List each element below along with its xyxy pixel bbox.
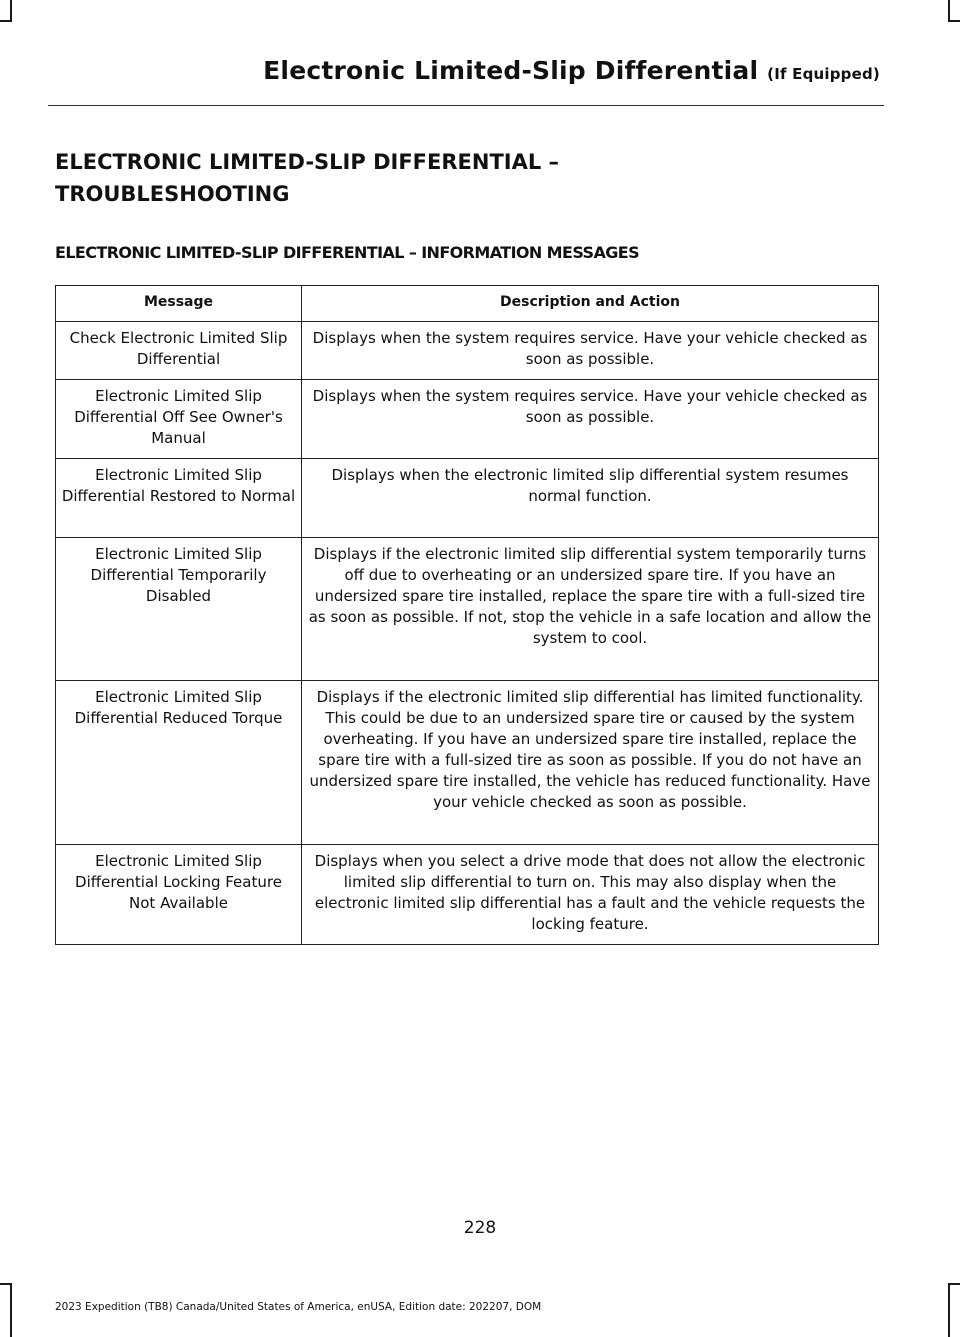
crop-mark (948, 1283, 950, 1337)
crop-mark (0, 20, 12, 22)
message-cell: Electronic Limited Slip Differential Locking Feature Not Available (56, 845, 302, 945)
crop-mark (10, 1283, 12, 1337)
table-row (56, 459, 879, 538)
column-header-message: Message (56, 286, 302, 322)
crop-mark (10, 0, 12, 22)
table-row (56, 322, 879, 380)
header-subtitle: (If Equipped) (767, 65, 880, 83)
subsection-title: ELECTRONIC LIMITED-SLIP DIFFERENTIAL – INFORMATION MESSAGES (55, 243, 640, 262)
message-cell: Electronic Limited Slip Differential Restored to Normal (56, 459, 302, 538)
description-cell: Displays when the system requires service. Have your vehicle checked as soon as possible. (302, 380, 879, 459)
messages-table (55, 285, 879, 945)
description-cell: Displays when the electronic limited slip differential system resumes normal function. (302, 459, 879, 538)
description-cell: Displays when you select a drive mode that does not allow the electronic limited slip differential to turn on. This may also display when the electronic limited slip differential has a fault and the vehicle requests the locking feature. (302, 845, 879, 945)
table-row (56, 538, 879, 681)
message-cell: Electronic Limited Slip Differential Reduced Torque (56, 681, 302, 845)
description-cell: Displays if the electronic limited slip differential system temporarily turns off due to overheating or an undersized spare tire. If you have an undersized spare tire installed, replace the spare tire with a full-sized tire as soon as possible. If not, stop the vehicle in a safe location and allow the system to cool. (302, 538, 879, 681)
crop-mark (0, 1283, 12, 1285)
page-header (0, 56, 880, 85)
message-cell: Check Electronic Limited Slip Differential (56, 322, 302, 380)
footer-edition-info: 2023 Expedition (TB8) Canada/United States of America, enUSA, Edition date: 202207, DOM (55, 1301, 542, 1313)
crop-mark (948, 1283, 960, 1285)
table-row (56, 845, 879, 945)
column-header-description: Description and Action (302, 286, 879, 322)
crop-mark (948, 0, 950, 22)
crop-mark (948, 20, 960, 22)
message-cell: Electronic Limited Slip Differential Temporarily Disabled (56, 538, 302, 681)
page-number: 228 (463, 1218, 497, 1238)
header-title: Electronic Limited-Slip Differential (263, 56, 759, 85)
table-header-row (56, 286, 879, 322)
header-divider (48, 105, 884, 106)
table-row (56, 380, 879, 459)
message-cell: Electronic Limited Slip Differential Off See Owner's Manual (56, 380, 302, 459)
table-row (56, 681, 879, 845)
description-cell: Displays when the system requires service. Have your vehicle checked as soon as possible. (302, 322, 879, 380)
section-title: ELECTRONIC LIMITED-SLIP DIFFERENTIAL – TROUBLESHOOTING (55, 150, 560, 206)
description-cell: Displays if the electronic limited slip differential has limited functionality. This could be due to an undersized spare tire or caused by the system overheating. If you have an undersized spare tire installed, replace the spare tire with a full-sized tire as soon as possible. If you do not have an undersized spare tire installed, the vehicle has reduced functionality. Have your vehicle checked as soon as possible. (302, 681, 879, 845)
